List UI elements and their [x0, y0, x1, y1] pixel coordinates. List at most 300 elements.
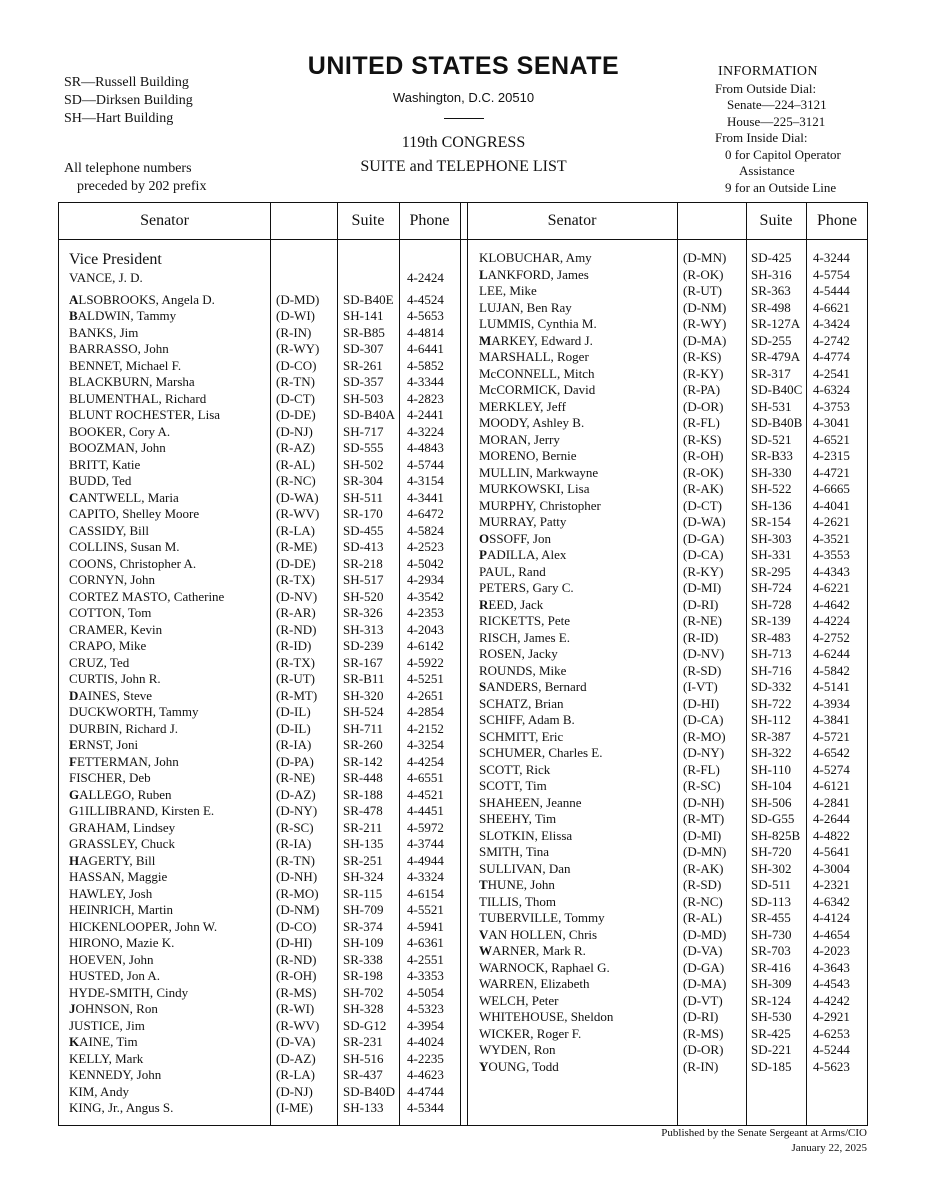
senator-phone: 4-3753 — [813, 398, 850, 414]
senator-suite: SR-425 — [751, 1025, 791, 1041]
senator-suite: SD-332 — [751, 679, 792, 694]
senator-phone: 4-4254 — [407, 753, 444, 769]
senator-name: RICKETTS, Pete — [479, 613, 570, 628]
senator-phone: 4-4343 — [813, 563, 850, 579]
senator-party: (R-SC) — [683, 778, 721, 793]
senator-name: WICKER, Roger F. — [479, 1025, 582, 1041]
senator-suite: SH-530 — [751, 1009, 792, 1024]
senator-phone: 4-5623 — [813, 1058, 850, 1074]
senator-party: (D-OR) — [683, 1042, 724, 1057]
senator-suite: SR-142 — [343, 753, 383, 769]
senator-party: (D-CT) — [276, 390, 315, 406]
senator-party: (D-NY) — [276, 803, 318, 818]
senator-name: BLUNT ROCHESTER, Lisa — [69, 407, 221, 422]
prefix-note — [64, 160, 206, 196]
senator-phone: 4-2823 — [407, 390, 444, 406]
senator-phone: 4-3424 — [813, 316, 850, 331]
prefix-note-line1: All telephone numbers — [64, 161, 192, 176]
senator-suite: SR-478 — [343, 803, 383, 818]
senator-party: (D-CA) — [683, 547, 724, 562]
divider — [460, 203, 461, 1125]
senator-party: (I-VT) — [683, 679, 718, 694]
senator-name: KLOBUCHAR, Amy — [479, 250, 592, 265]
senator-phone: 4-4721 — [813, 464, 850, 480]
senator-party: (R-TX) — [276, 572, 315, 587]
senator-name: CANTWELL, Maria — [69, 489, 179, 505]
senator-suite: SR-295 — [751, 563, 791, 579]
senator-name: BUDD, Ted — [69, 473, 132, 488]
senator-name: MORAN, Jerry — [479, 431, 560, 447]
senator-phone: 4-6244 — [813, 646, 850, 661]
senator-suite: SH-135 — [343, 836, 384, 851]
senator-party: (R-KS) — [683, 349, 722, 364]
senator-party: (R-MT) — [276, 687, 318, 703]
senator-phone: 4-6441 — [407, 341, 444, 356]
senator-suite: SR-363 — [751, 283, 791, 298]
senator-party: (D-VA) — [276, 1034, 316, 1049]
senator-name: WARNER, Mark R. — [479, 943, 586, 958]
senator-phone: 4-4642 — [813, 596, 850, 612]
senator-suite: SH-517 — [343, 572, 384, 587]
senator-name: JUSTICE, Jim — [69, 1017, 145, 1033]
senator-suite: SR-338 — [343, 951, 383, 967]
information-box — [715, 64, 841, 196]
senator-name: MORENO, Bernie — [479, 448, 577, 463]
divider — [399, 203, 400, 1125]
building-russell: SR—Russell Building — [64, 75, 189, 90]
senator-phone: 4-5641 — [813, 844, 850, 859]
senator-suite: SH-322 — [751, 745, 792, 760]
inside-dial-label: From Inside Dial: — [715, 130, 808, 145]
senator-name: HAWLEY, Josh — [69, 885, 153, 901]
senator-name: BARRASSO, John — [69, 341, 169, 356]
senator-party: (D-AZ) — [276, 1050, 316, 1066]
senator-suite: SD-G55 — [751, 811, 795, 826]
senator-name: HASSAN, Maggie — [69, 869, 168, 884]
house-number: House—225–3121 — [727, 113, 826, 129]
senator-party: (R-IA) — [276, 737, 312, 752]
senator-name: SCHATZ, Brian — [479, 695, 564, 711]
senator-party: (R-AZ) — [276, 440, 315, 455]
senator-party: (R-ID) — [683, 629, 719, 645]
senator-suite: SH-516 — [343, 1050, 384, 1066]
senator-suite: SR-170 — [343, 506, 383, 521]
senator-phone: 4-2651 — [407, 687, 444, 703]
senator-suite: SH-133 — [343, 1100, 384, 1115]
location-line: Washington, D.C. 20510 — [392, 90, 535, 105]
senator-suite: SH-720 — [751, 844, 792, 859]
senator-suite: SR-B11 — [343, 671, 385, 686]
senator-name: McCONNELL, Mitch — [479, 365, 595, 381]
building-hart: SH—Hart Building — [64, 111, 174, 126]
senator-phone: 4-4224 — [813, 613, 850, 628]
senator-name: ROUNDS, Mike — [479, 662, 567, 678]
senator-suite: SR-317 — [751, 365, 791, 381]
senator-name: OSSOFF, Jon — [479, 530, 551, 546]
senator-phone: 4-4024 — [407, 1034, 444, 1049]
senate-number: Senate—224–3121 — [727, 97, 827, 112]
senator-name: CRUZ, Ted — [69, 654, 130, 670]
senator-party: (D-HI) — [683, 695, 720, 711]
senator-party: (D-DE) — [276, 407, 316, 422]
senator-suite: SH-520 — [343, 588, 384, 604]
senator-phone: 4-3244 — [813, 250, 850, 265]
senator-party: (I-ME) — [276, 1100, 313, 1115]
senator-name: GALLEGO, Ruben — [69, 786, 172, 802]
senator-phone: 4-5274 — [813, 761, 850, 777]
senator-name: MERKLEY, Jeff — [479, 398, 566, 414]
senator-phone: 4-5653 — [407, 308, 444, 323]
senator-suite: SD-413 — [343, 539, 384, 554]
senator-party: (R-NE) — [276, 770, 315, 785]
senator-name: LEE, Mike — [479, 283, 537, 298]
senator-phone: 4-5141 — [813, 679, 850, 694]
outside-line: 9 for an Outside Line — [725, 179, 837, 195]
senator-suite: SH-713 — [751, 646, 792, 661]
senator-phone: 4-6142 — [407, 638, 444, 653]
senator-name: SCOTT, Rick — [479, 761, 551, 777]
senator-party: (D-IL) — [276, 704, 311, 719]
senator-name: BOOKER, Cory A. — [69, 423, 171, 439]
prefix-note-line2: preceded by 202 prefix — [77, 179, 207, 194]
senator-phone: 4-4543 — [813, 976, 850, 991]
senator-phone: 4-3224 — [407, 423, 444, 439]
senator-party: (R-OH) — [683, 448, 724, 463]
senator-suite: SD-255 — [751, 332, 792, 348]
senator-phone: 4-6472 — [407, 506, 444, 521]
senator-phone: 4-5852 — [407, 357, 444, 373]
senator-party: (R-OK) — [683, 464, 724, 480]
senator-suite: SH-724 — [751, 580, 792, 595]
divider — [677, 203, 678, 1125]
outside-dial-label: From Outside Dial: — [715, 80, 817, 96]
senator-name: KELLY, Mark — [69, 1050, 144, 1066]
senator-name: GRASSLEY, Chuck — [69, 836, 175, 851]
senator-party: (D-NJ) — [276, 1083, 313, 1099]
senator-suite: SH-522 — [751, 481, 792, 496]
senator-phone: 4-4774 — [813, 349, 850, 364]
senator-suite: SH-709 — [343, 902, 384, 917]
senator-name: BLUMENTHAL, Richard — [69, 390, 207, 406]
senator-suite: SR-483 — [751, 629, 791, 645]
senator-party: (R-AK) — [683, 860, 724, 876]
senator-suite: SR-218 — [343, 555, 383, 571]
senator-suite: SR-387 — [751, 728, 791, 744]
senator-phone: 4-6521 — [813, 431, 850, 447]
col-header-suite: Suite — [759, 212, 793, 229]
senator-party: (R-NC) — [683, 893, 723, 909]
senator-suite: SH-524 — [343, 704, 384, 719]
senator-name: SHAHEEN, Jeanne — [479, 794, 582, 810]
senator-suite: SH-141 — [343, 308, 384, 323]
senator-suite: SH-722 — [751, 695, 792, 711]
senator-phone: 4-5323 — [407, 1001, 444, 1016]
senator-phone: 4-6324 — [813, 382, 850, 397]
senator-party: (R-LA) — [276, 1067, 315, 1082]
senator-suite: SR-188 — [343, 786, 383, 802]
senator-name: REED, Jack — [479, 596, 544, 612]
senator-name: HAGERTY, Bill — [69, 852, 156, 868]
senator-phone: 4-3553 — [813, 547, 850, 562]
senator-party: (D-VA) — [683, 943, 723, 958]
senator-name: PAUL, Rand — [479, 563, 546, 579]
senator-name: WYDEN, Ron — [479, 1042, 556, 1057]
col-header-phone: Phone — [817, 212, 857, 229]
senator-name: MURKOWSKI, Lisa — [479, 481, 590, 496]
senator-party: (R-UT) — [276, 671, 315, 686]
senator-name: BENNET, Michael F. — [69, 357, 182, 373]
senator-phone: 4-2541 — [813, 365, 850, 381]
senator-party: (D-OR) — [683, 398, 724, 414]
senator-name: G1ILLIBRAND, Kirsten E. — [69, 803, 215, 818]
senator-name: SCOTT, Tim — [479, 778, 547, 793]
senator-party: (D-RI) — [683, 596, 719, 612]
senator-suite: SH-531 — [751, 398, 792, 414]
senator-phone: 4-3542 — [407, 588, 444, 604]
senator-suite: SD-521 — [751, 431, 792, 447]
senator-phone: 4-2523 — [407, 539, 444, 554]
senator-party: (R-TN) — [276, 374, 315, 389]
senator-party: (D-RI) — [683, 1009, 719, 1024]
senator-party: (R-AK) — [683, 481, 724, 496]
senator-party: (D-MD) — [683, 926, 727, 942]
senator-party: (D-NY) — [683, 745, 725, 760]
senator-name: BOOZMAN, John — [69, 440, 166, 455]
senator-name: COTTON, Tom — [69, 605, 152, 620]
senator-phone: 4-3441 — [407, 489, 444, 505]
senator-phone: 4-2921 — [813, 1009, 850, 1024]
senator-phone: 4-5922 — [407, 654, 444, 670]
senator-suite: SR-437 — [343, 1067, 383, 1082]
senator-party: (R-MO) — [683, 728, 726, 744]
senator-suite: SH-717 — [343, 423, 384, 439]
senator-party: (R-NE) — [683, 613, 722, 628]
senator-party: (R-KS) — [683, 431, 722, 447]
senator-suite: SH-825B — [751, 827, 801, 843]
senator-phone: 4-6154 — [407, 885, 444, 901]
senator-phone: 4-4822 — [813, 827, 850, 843]
senator-suite: SR-304 — [343, 473, 383, 488]
senator-party: (R-IN) — [683, 1058, 719, 1074]
senator-phone: 4-5042 — [407, 555, 444, 571]
building-dirksen: SD—Dirksen Building — [64, 93, 193, 108]
congress-number: 119th CONGRESS — [401, 134, 526, 151]
senator-phone: 4-3004 — [813, 860, 850, 876]
senator-party: (R-KY) — [683, 563, 724, 579]
senator-name: CRAMER, Kevin — [69, 621, 163, 637]
senator-party: (D-WA) — [276, 489, 319, 505]
senator-suite: SH-702 — [343, 984, 384, 1000]
senator-suite: SD-555 — [343, 440, 384, 455]
senator-party: (R-ID) — [276, 638, 312, 653]
senator-suite: SR-231 — [343, 1034, 383, 1049]
senator-party: (D-NH) — [683, 794, 725, 810]
page-title: UNITED STATES SENATE — [307, 52, 620, 80]
senator-suite: SH-320 — [343, 687, 384, 703]
senator-phone: 4-3643 — [813, 959, 850, 975]
senator-phone: 4-2235 — [407, 1050, 444, 1066]
senator-name: BRITT, Katie — [69, 456, 141, 472]
divider — [337, 203, 338, 1125]
senator-party: (D-PA) — [276, 753, 314, 769]
divider — [746, 203, 747, 1125]
senator-phone: 4-2644 — [813, 811, 850, 826]
senator-suite: SH-511 — [343, 489, 383, 505]
senator-suite: SR-127A — [751, 316, 801, 331]
senator-suite: SR-498 — [751, 299, 791, 315]
senator-name: MULLIN, Markwayne — [479, 464, 599, 480]
senator-name: LUMMIS, Cynthia M. — [479, 316, 597, 331]
senator-name: COONS, Christopher A. — [69, 555, 197, 571]
senator-name: CAPITO, Shelley Moore — [69, 506, 200, 521]
senator-name: THUNE, John — [479, 877, 555, 892]
senator-phone: 4-4451 — [407, 803, 444, 818]
senator-suite: SD-B40D — [343, 1083, 396, 1099]
senator-phone: 4-2752 — [813, 629, 850, 645]
publish-date: January 22, 2025 — [791, 1142, 867, 1154]
col-header-senator: Senator — [547, 212, 597, 229]
senator-phone: 4-3521 — [813, 530, 850, 546]
senator-name: KAINE, Tim — [69, 1034, 138, 1049]
senator-name: ALSOBROOKS, Angela D. — [69, 291, 215, 307]
senator-name: CURTIS, John R. — [69, 671, 161, 686]
senator-party: (D-WI) — [276, 308, 315, 323]
divider — [270, 203, 271, 1125]
senator-name: DAINES, Steve — [69, 687, 153, 703]
senator-suite: SH-711 — [343, 720, 383, 736]
senator-party: (R-FL) — [683, 761, 720, 777]
senator-suite: SR-211 — [343, 819, 383, 835]
senator-party: (R-SD) — [683, 662, 722, 678]
senator-suite: SH-109 — [343, 935, 384, 950]
senator-party: (D-CT) — [683, 497, 722, 513]
senator-phone: 4-3154 — [407, 473, 444, 488]
senator-suite: SH-328 — [343, 1001, 384, 1016]
senator-party: (R-TX) — [276, 654, 315, 670]
senator-phone: 4-3353 — [407, 968, 444, 983]
senator-suite: SH-330 — [751, 464, 792, 480]
senator-name: ROSEN, Jacky — [479, 646, 558, 661]
senator-name: BALDWIN, Tammy — [69, 308, 177, 323]
senator-suite: SH-502 — [343, 456, 384, 472]
senator-name: KENNEDY, John — [69, 1067, 162, 1082]
senator-phone: 4-2551 — [407, 951, 444, 967]
senator-party: (R-TN) — [276, 852, 315, 868]
senator-phone: 4-4041 — [813, 497, 850, 513]
col-header-phone: Phone — [409, 212, 450, 229]
senator-name: WELCH, Peter — [479, 992, 559, 1008]
senator-party: (R-ND) — [276, 621, 317, 637]
senator-suite: SR-416 — [751, 959, 791, 975]
senator-party: (D-NH) — [276, 869, 318, 884]
list-subtitle: SUITE and TELEPHONE LIST — [360, 158, 567, 175]
senator-party: (R-UT) — [683, 283, 722, 298]
senator-suite: SR-455 — [751, 910, 791, 925]
senator-suite: SR-154 — [751, 514, 791, 529]
senator-suite: SD-B40A — [343, 407, 396, 422]
senator-phone: 4-2152 — [407, 720, 444, 736]
senator-suite: SD-239 — [343, 638, 384, 653]
senator-name: RISCH, James E. — [479, 629, 570, 645]
senator-party: (R-LA) — [276, 522, 315, 538]
senator-party: (R-MS) — [276, 984, 317, 1000]
senator-name: SCHMITT, Eric — [479, 728, 564, 744]
senator-party: (D-MI) — [683, 827, 722, 843]
senator-suite: SD-357 — [343, 374, 384, 389]
senator-name: WARNOCK, Raphael G. — [479, 959, 610, 975]
senator-name: COLLINS, Susan M. — [69, 539, 180, 554]
senator-name: MARSHALL, Roger — [479, 349, 589, 364]
senator-name: SANDERS, Bernard — [479, 679, 587, 694]
senator-name: SHEEHY, Tim — [479, 811, 557, 826]
senator-party: (R-KY) — [683, 365, 724, 381]
senator-phone: 4-3324 — [407, 869, 444, 884]
senator-phone: 4-5754 — [813, 266, 850, 282]
senator-phone: 4-6665 — [813, 481, 850, 496]
senator-name: LANKFORD, James — [479, 266, 589, 282]
senator-suite: SD-185 — [751, 1058, 792, 1074]
senator-party: (D-MD) — [276, 291, 320, 307]
senator-suite: SD-113 — [751, 893, 791, 909]
senator-suite: SR-167 — [343, 654, 383, 670]
senator-party: (D-MA) — [683, 332, 727, 348]
building-legend — [64, 74, 193, 128]
senator-phone: 4-5941 — [407, 918, 444, 934]
senator-suite: SR-B85 — [343, 324, 385, 340]
divider — [806, 203, 807, 1125]
senator-phone: 4-6221 — [813, 580, 850, 595]
senator-phone: 4-5521 — [407, 902, 444, 917]
senator-suite: SR-B33 — [751, 448, 793, 463]
senator-name: MARKEY, Edward J. — [479, 332, 593, 348]
senator-name: CASSIDY, Bill — [69, 522, 149, 538]
senator-suite: SD-455 — [343, 522, 384, 538]
senator-suite: SH-716 — [751, 662, 792, 678]
senator-phone: 4-6342 — [813, 893, 850, 909]
senator-party: (R-SD) — [683, 877, 722, 892]
senator-name: JOHNSON, Ron — [69, 1001, 158, 1016]
senator-suite: SH-324 — [343, 869, 384, 884]
senator-party: (D-VT) — [683, 992, 723, 1008]
senator-name: MURRAY, Patty — [479, 514, 567, 529]
senator-party: (R-OH) — [276, 968, 317, 983]
senator-phone: 4-2315 — [813, 448, 850, 463]
senator-phone: 4-4944 — [407, 852, 444, 868]
senator-phone: 4-2742 — [813, 332, 850, 348]
senator-name: SMITH, Tina — [479, 844, 550, 859]
senator-phone: 4-5842 — [813, 662, 850, 678]
senator-party: (R-MO) — [276, 885, 319, 901]
senator-suite: SH-104 — [751, 778, 792, 793]
senator-party: (D-IL) — [276, 720, 311, 736]
senator-name: YOUNG, Todd — [479, 1058, 559, 1074]
senator-party: (R-SC) — [276, 819, 314, 835]
senator-suite: SR-260 — [343, 737, 383, 752]
operator-line-cont: Assistance — [739, 163, 795, 178]
senator-name: VANCE, J. D. — [69, 270, 143, 285]
publisher-line: Published by the Senate Sergeant at Arms/CIO — [661, 1127, 867, 1139]
senator-name: DURBIN, Richard J. — [69, 720, 179, 736]
senator-phone: 4-2424 — [407, 270, 444, 285]
senator-phone: 4-4814 — [407, 324, 444, 340]
senator-suite: SD-307 — [343, 341, 384, 356]
senator-party: (R-ME) — [276, 539, 318, 554]
senator-phone: 4-2934 — [407, 572, 444, 587]
senator-party: (D-CA) — [683, 712, 724, 727]
senator-suite: SH-110 — [751, 761, 791, 777]
senator-phone: 4-6621 — [813, 299, 850, 315]
senator-name: TILLIS, Thom — [479, 893, 557, 909]
